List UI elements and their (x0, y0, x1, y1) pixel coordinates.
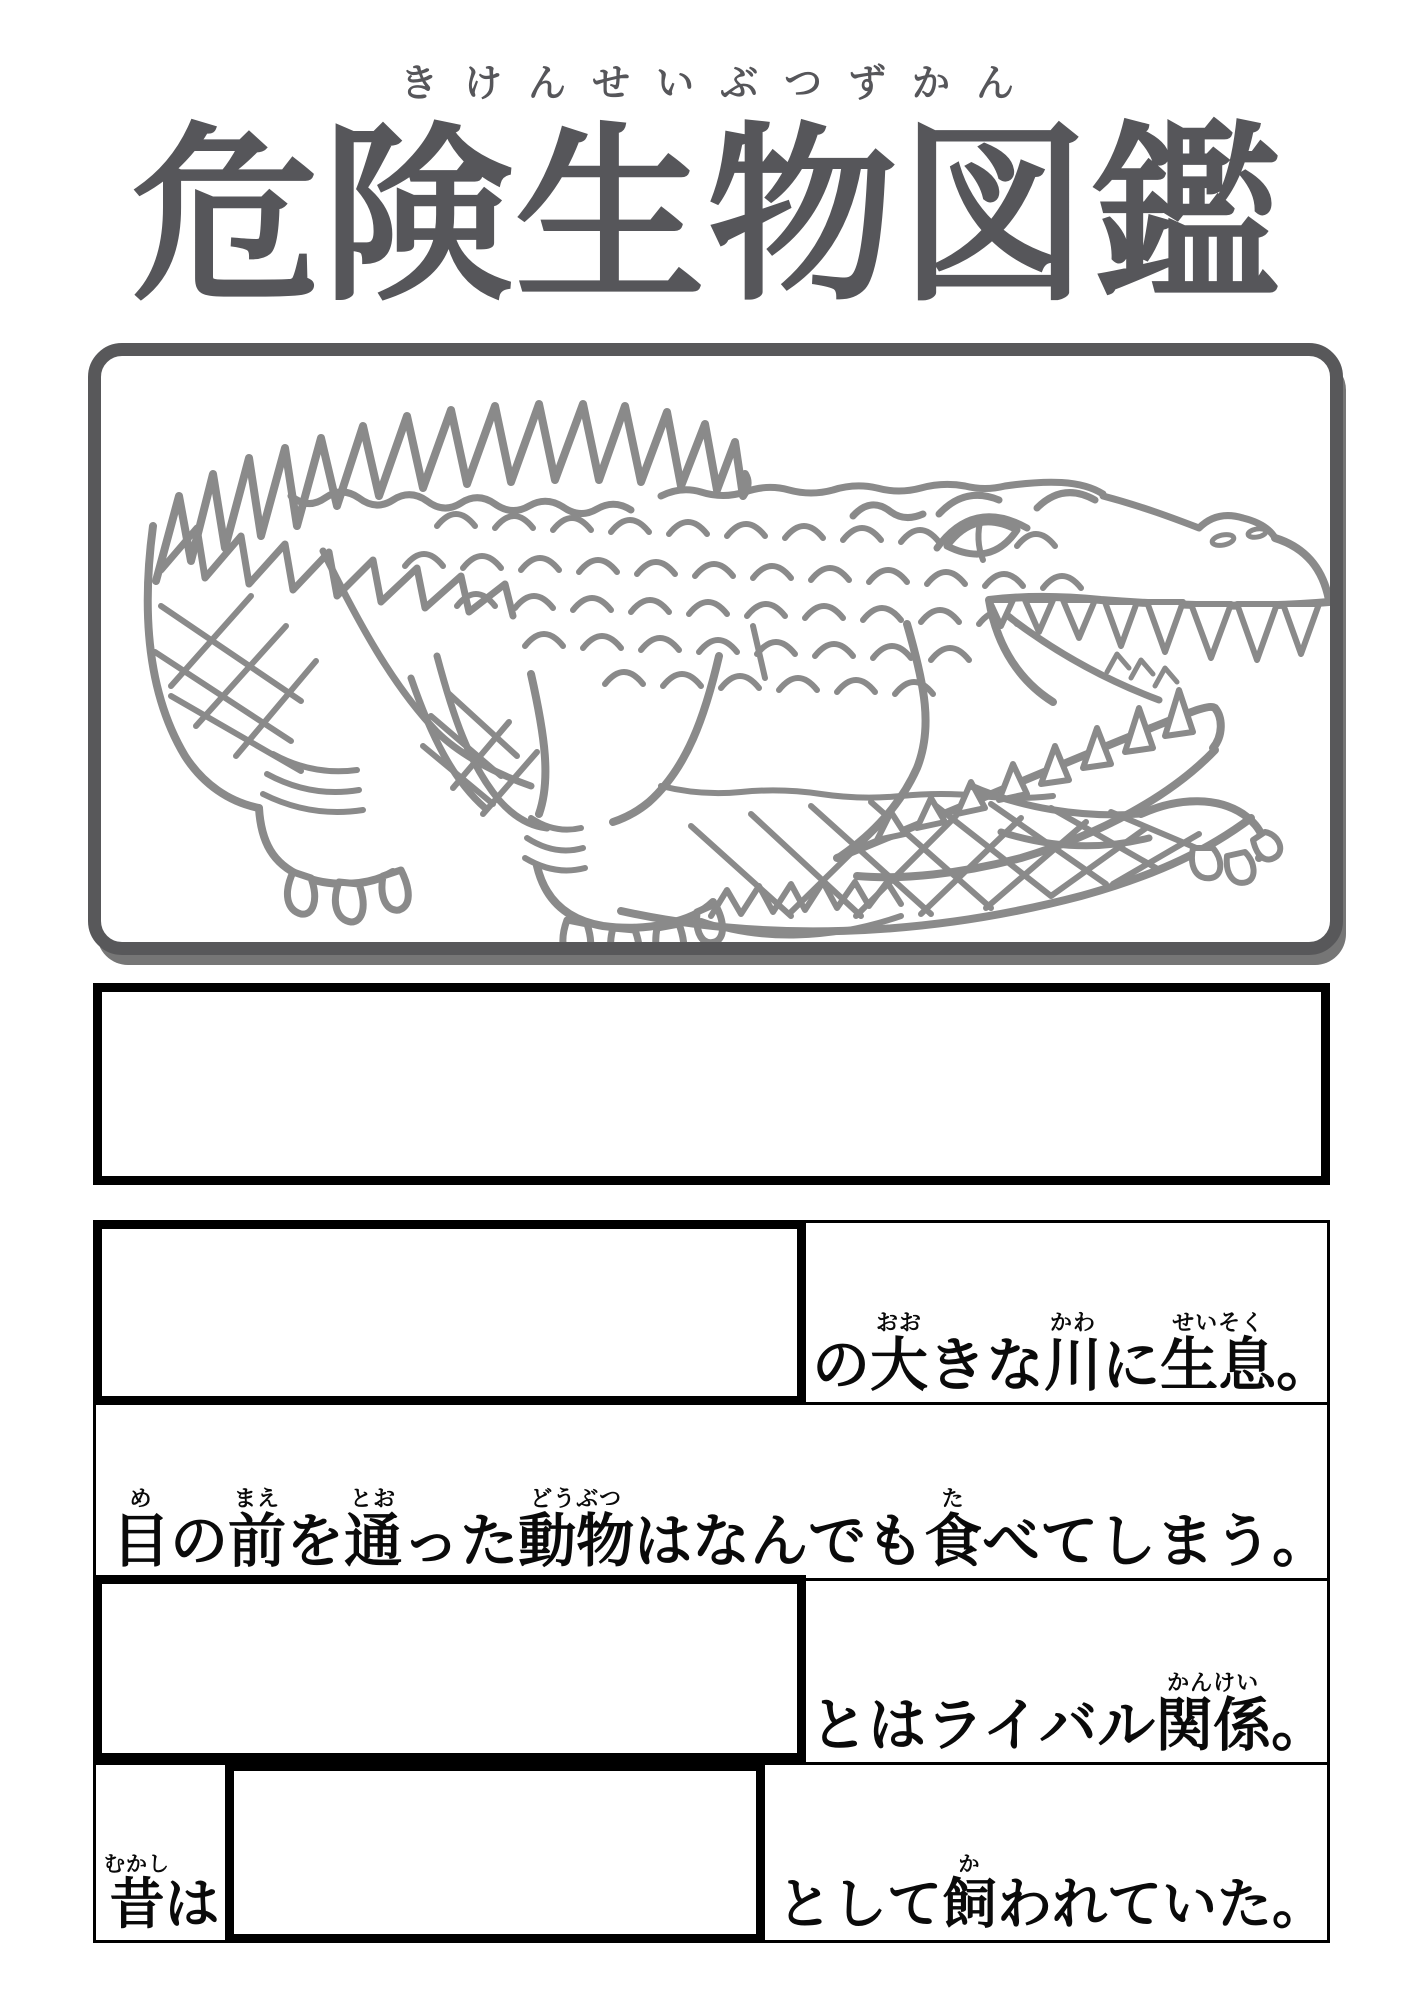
far-leg (411, 656, 547, 828)
past-prefix: 昔むかしは (104, 1852, 220, 1937)
front-foot (537, 866, 713, 928)
behavior-sentence: 目めの前まえを通とおった動物どうぶつはなんでも食たべてしまう。 (112, 1487, 1331, 1576)
hind-foot (259, 808, 393, 884)
info-table (93, 1220, 1335, 1943)
neck-bumps (853, 505, 923, 518)
creature-picture-frame (88, 343, 1343, 955)
past-sentence: として飼かわれていた。 (777, 1852, 1328, 1937)
scale-row (605, 672, 933, 694)
scale-row (457, 594, 1017, 624)
back-line (661, 482, 1103, 496)
habitat-sentence: の大おおきな川かわに生息せいそく。 (812, 1311, 1335, 1400)
right-claws (1192, 832, 1280, 883)
rival-answer-box[interactable] (93, 1575, 806, 1762)
creature-name-answer-box[interactable] (93, 983, 1330, 1185)
hind-claws (287, 870, 408, 922)
page-title-furigana: きけんせいぶつずかん (399, 61, 1040, 105)
rival-sentence: とはライバル関係かんけい。 (810, 1671, 1330, 1760)
nostril (1211, 533, 1235, 547)
crocodile-line-art (101, 356, 1330, 942)
parietal-bump (1037, 493, 1095, 508)
habitat-answer-box[interactable] (93, 1220, 806, 1405)
front-leg (531, 656, 719, 822)
snout-front (1275, 538, 1329, 600)
page-title: 危険生物図鑑 (130, 106, 1283, 327)
upper-teeth (989, 600, 1319, 660)
past-answer-box[interactable] (225, 1762, 765, 1943)
hind-ankle-wrinkles (263, 754, 363, 812)
nostril (1247, 527, 1266, 538)
scale-row (525, 634, 969, 660)
